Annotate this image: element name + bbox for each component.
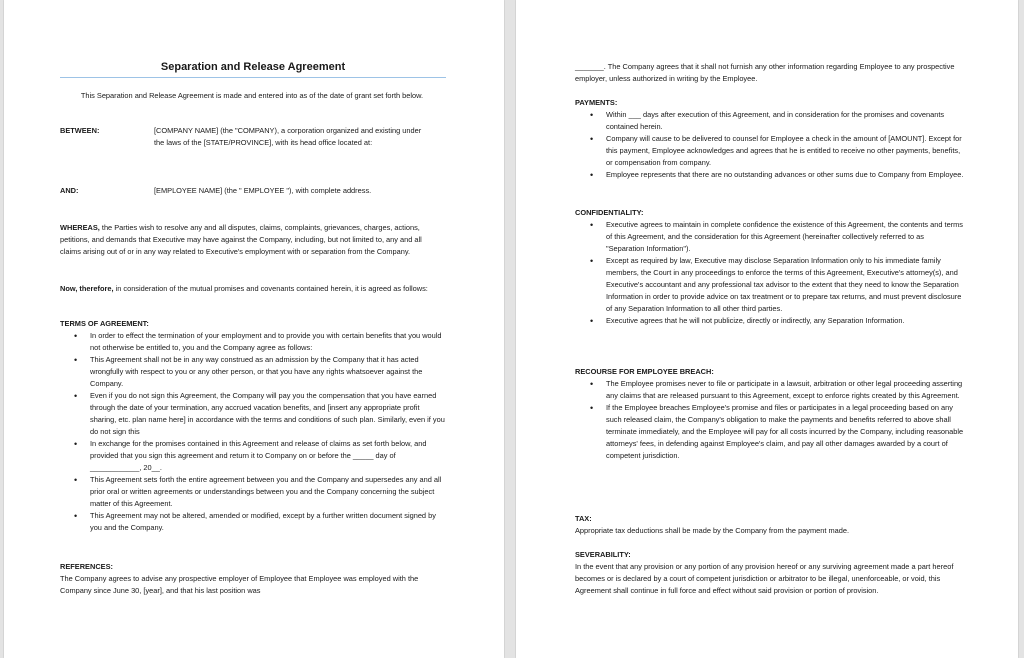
whereas-lead: WHEREAS, xyxy=(60,223,100,232)
terms-heading: TERMS OF AGREEMENT: xyxy=(60,319,149,328)
whereas-paragraph xyxy=(60,222,444,258)
continued-text: _______. The Company agrees that it shall not furnish any other information regarding Employee to any prospective employer, unless authorized in writing by the Employee. xyxy=(575,62,955,83)
document-title: Separation and Release Agreement xyxy=(160,61,346,73)
whereas-text: the Parties wish to resolve any and all disputes, claims, complaints, grievances, charges, actions, petitions, and demands that Executive may have against the Company, including, but not limited to, any and all claims arising out of or in any way related to Executive's employment with or separation from the Company. xyxy=(60,223,422,256)
now-therefore-text: in consideration of the mutual promises and covenants contained herein, it is agreed as follows: xyxy=(113,284,428,293)
tax-text: Appropriate tax deductions shall be made by the Company from the payment made. xyxy=(575,526,850,535)
list-item: • Except as required by law, Executive may disclose Separation Information only to his immediate family members, the Court in any proceedings to enforce the terms of this Agreement, Executive's attorney(s), and Executive's accountant and any professional tax advisor to the extent that they need to know the Separation Information in order to provide advice on tax treatment or to prepare tax returns, and must prevent disclosure of any Separation Information to all other third parties. xyxy=(590,255,964,315)
list-item: • Executive agrees to maintain in complete confidence the existence of this Agreement, the contents and terms of this Agreement, and the consideration for this Agreement (hereinafter collectively referred to as "Separation Information"). xyxy=(590,219,964,255)
list-item: • This Agreement may not be altered, amended or modified, except by a further written document signed by you and the Company. xyxy=(74,510,446,534)
list-item: • If the Employee breaches Employee's promise and files or participates in a legal proceeding based on any such released claim, the Company's obligation to make the payments and benefits referred to above shall terminate immediately, and the Employee will pay for all costs incurred by the Company, including reasonable attorneys' fees, in defending against Employee's claim, and pay all other damages awarded by a court of competent jurisdiction. xyxy=(590,402,964,462)
between-text: [COMPANY NAME] (the "COMPANY), a corporation organized and existing under the laws of the [STATE/PROVINCE], with its head office located at: xyxy=(154,126,422,147)
list-item: • The Employee promises never to file or participate in a lawsuit, arbitration or other legal proceeding asserting any claims that are released pursuant to this Agreement, except to enforce rights created by this Agreement. xyxy=(590,378,964,402)
references-text: The Company agrees to advise any prospective employer of Employee that Employee was employed with the Company since June 30, [year], and that his last position was xyxy=(60,574,419,595)
severability-heading: SEVERABILITY: xyxy=(575,550,631,559)
and-text: [EMPLOYEE NAME] (the " EMPLOYEE "), with complete address. xyxy=(154,186,372,195)
intro-paragraph: This Separation and Release Agreement is made and entered into as of the date of grant set forth below. xyxy=(80,91,424,100)
list-item: • This Agreement sets forth the entire agreement between you and the Company and supersedes any and all prior oral or written agreements or understandings between you and the Company concerning the subject matter of this Agreement. xyxy=(74,474,446,510)
references-heading: REFERENCES: xyxy=(60,562,113,571)
list-item: • In order to effect the termination of your employment and to provide you with certain benefits that you would not otherwise be entitled to, you and the Company agree as follows: xyxy=(74,330,446,354)
list-item: • This Agreement shall not be in any way construed as an admission by the Company that it has acted wrongfully with respect to you or any other person, or that you have any rights whatsoever against the Company. xyxy=(74,354,446,390)
terms-list xyxy=(74,330,446,534)
list-item: • Even if you do not sign this Agreement, the Company will pay you the compensation that you have earned through the date of your termination, any accrued vacation benefits, and [insert any appropriate profit sharing, etc. plan name here] in accordance with the terms and conditions of such plan. Similarly, even if you do not sign this xyxy=(74,390,446,438)
document-page-1 xyxy=(4,0,504,658)
list-item: • Company will cause to be delivered to counsel for Employee a check in the amount of [AMOUNT]. Except for this payment, Employee acknowledges and agrees that he is entitled to receive no other payments, benefits, or compensation from company. xyxy=(590,133,964,169)
payments-heading: PAYMENTS: xyxy=(575,98,618,107)
title-underline xyxy=(60,77,446,78)
confidentiality-heading: CONFIDENTIALITY: xyxy=(575,208,644,217)
and-label: AND: xyxy=(60,186,79,195)
document-page-2 xyxy=(516,0,1018,658)
tax-heading: TAX: xyxy=(575,514,592,523)
recourse-heading: RECOURSE FOR EMPLOYEE BREACH: xyxy=(575,367,714,376)
confidentiality-list xyxy=(590,219,964,327)
now-therefore-paragraph xyxy=(60,283,444,295)
list-item: • Executive agrees that he will not publicize, directly or indirectly, any Separation Information. xyxy=(590,315,964,327)
list-item: • Within ___ days after execution of this Agreement, and in consideration for the promises and covenants contained herein. xyxy=(590,109,964,133)
recourse-list xyxy=(590,378,964,462)
list-item: • In exchange for the promises contained in this Agreement and release of claims as set forth below, and provided that you sign this agreement and return it to Company on or before the _____ day of ____________, 20__. xyxy=(74,438,446,474)
now-therefore-lead: Now, therefore, xyxy=(60,284,114,293)
severability-text: In the event that any provision or any portion of any provision hereof or any surviving agreement made a part hereof becomes or is declared by a court of competent jurisdiction or arbitrator to be illegal, unenforceable, or void, this Agreement shall continue in full force and effect without said provision or portion of provision. xyxy=(575,562,954,595)
list-item: • Employee represents that there are no outstanding advances or other sums due to Company from Employee. xyxy=(590,169,964,181)
between-label: BETWEEN: xyxy=(60,126,100,135)
payments-list xyxy=(590,109,964,181)
